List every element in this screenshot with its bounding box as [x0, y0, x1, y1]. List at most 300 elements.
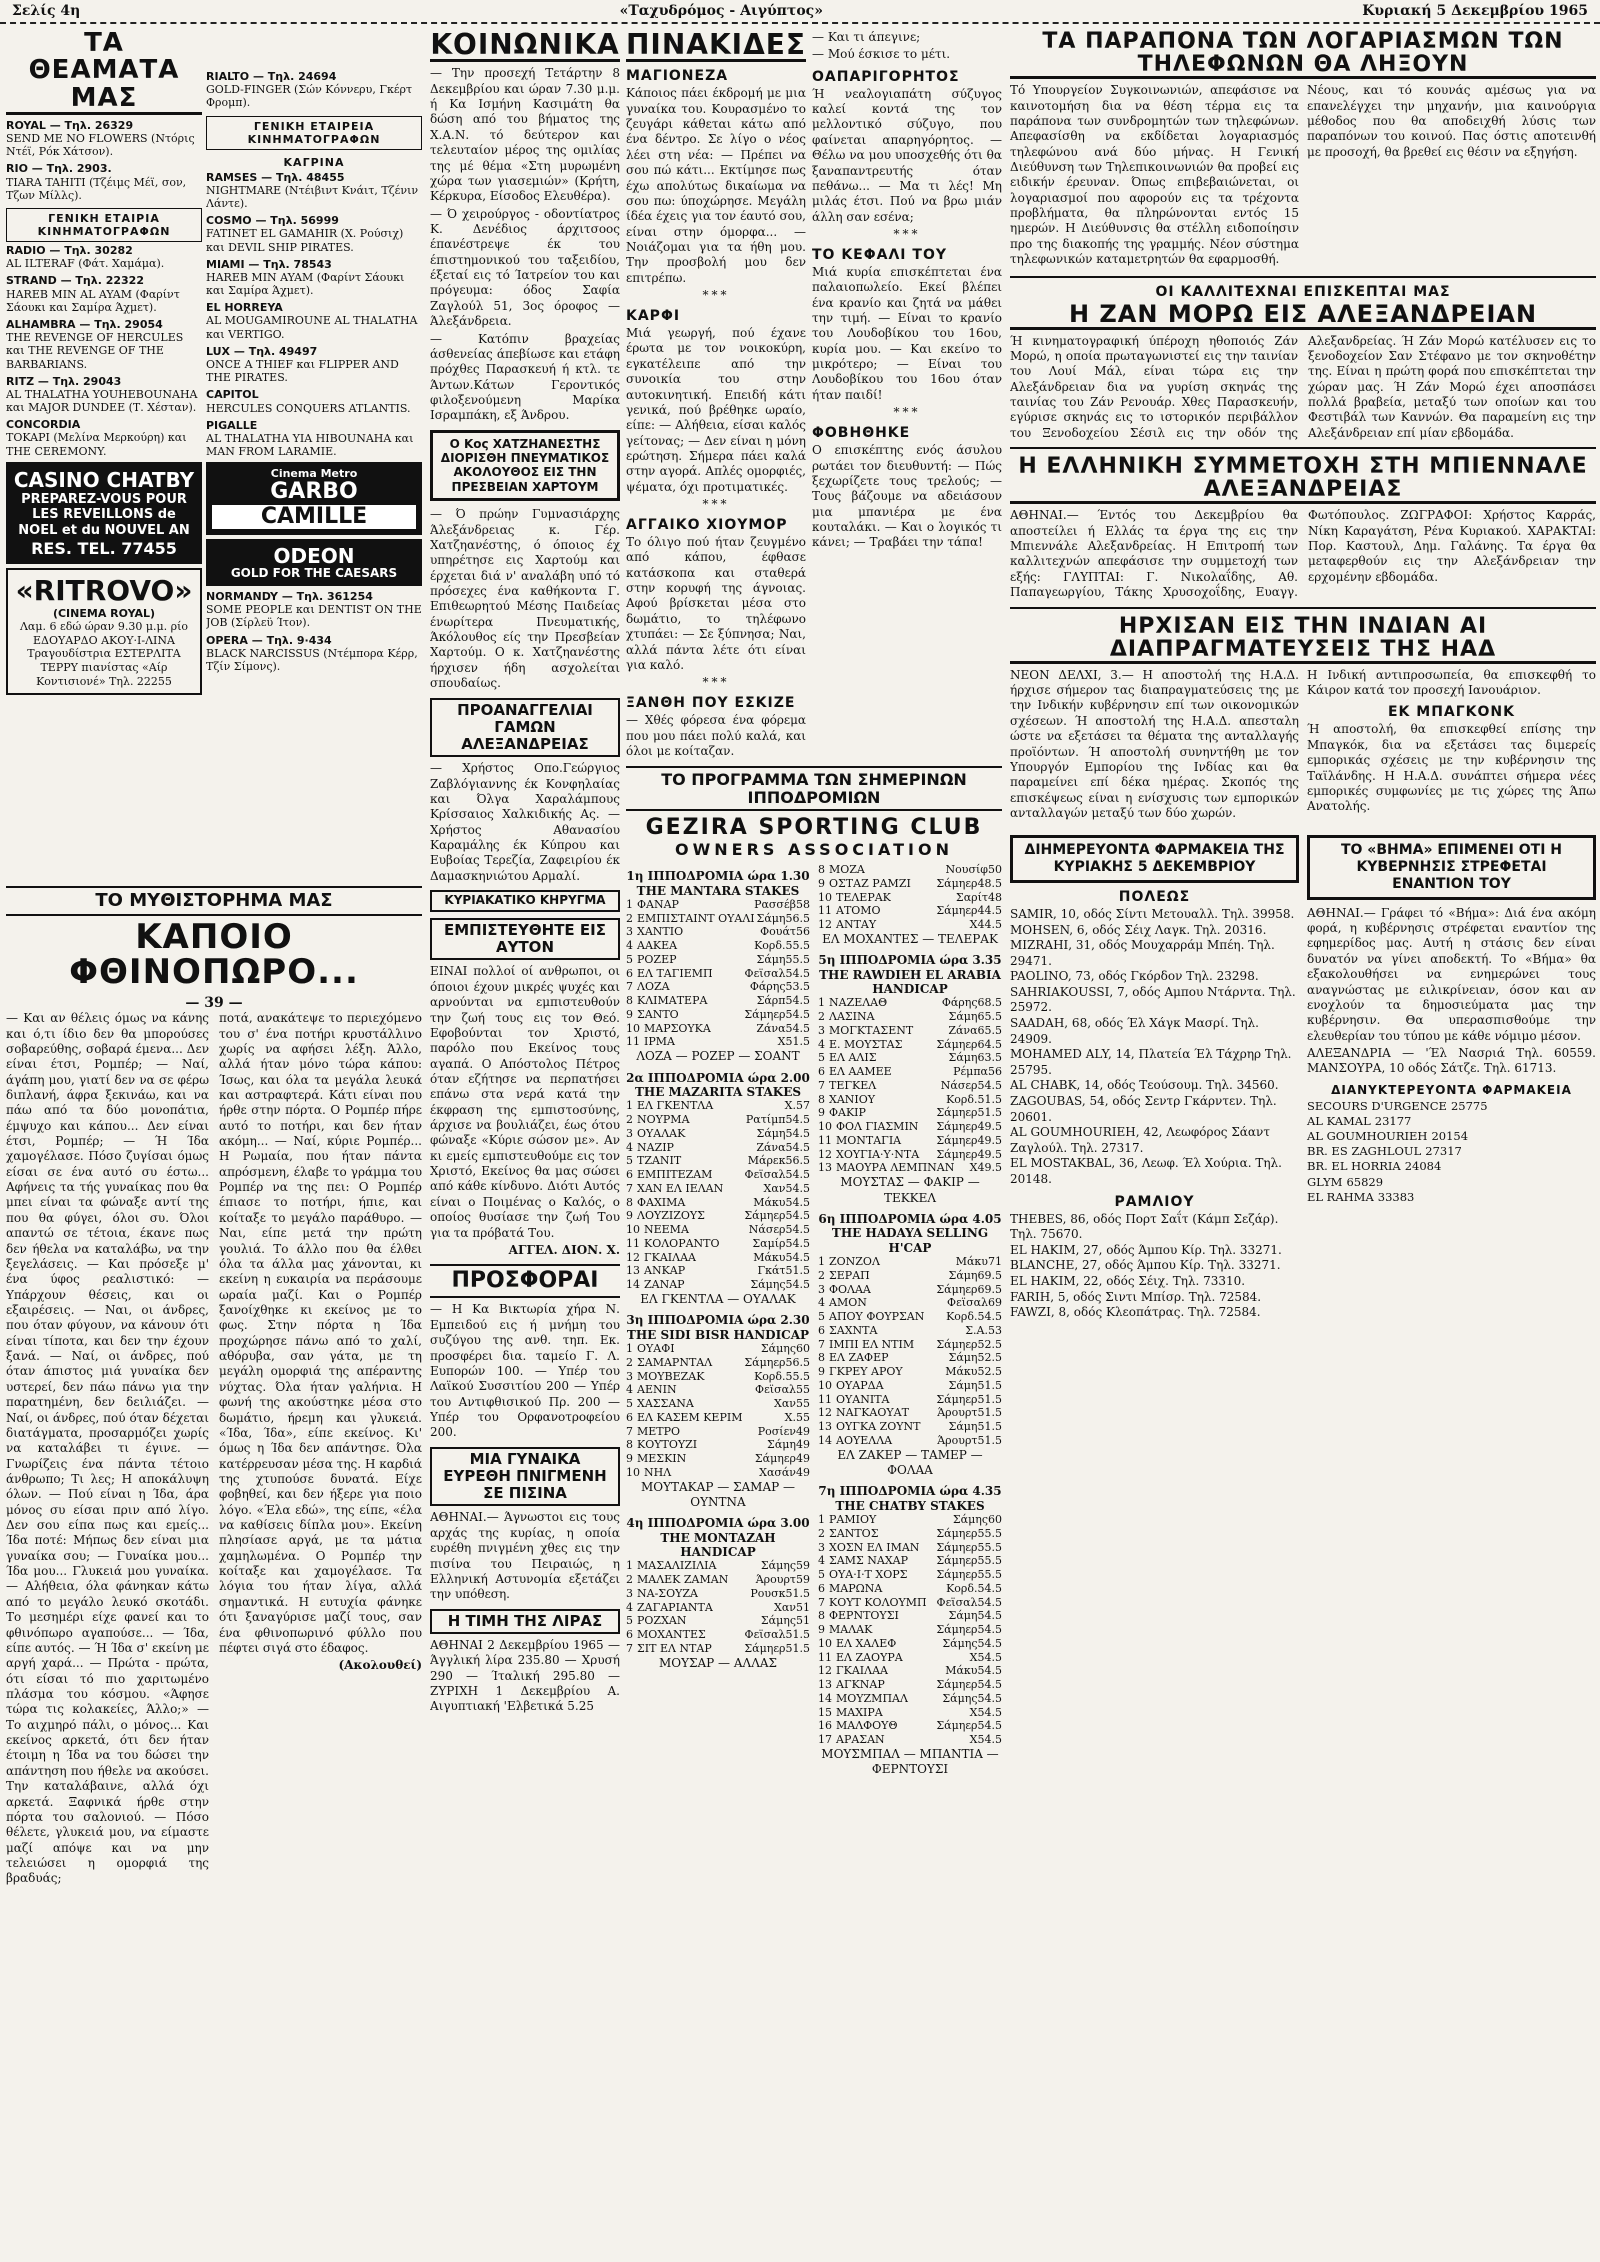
ritrovo-name: «RITROVO» [15, 573, 193, 607]
horse-row [626, 1182, 810, 1196]
horse-cell: 53 [988, 1323, 1002, 1337]
horse-row [626, 1452, 810, 1466]
horse-cell: ΧΟΣΝ ΕΛ ΙΜΑΝ [829, 1540, 920, 1554]
pharmacy-name: SECOURS D'URGENCE [1307, 1098, 1447, 1113]
horse-cell: Κορδ. [946, 1581, 978, 1595]
horse-row [818, 1637, 1002, 1651]
horse-cell: ΜΑΡΩΝΑ [829, 1581, 883, 1595]
race-pick: ΕΛ ΓΚΕΝΤΛΑ — ΟΥΑΛΑΚ [640, 1291, 796, 1306]
horse-cell: 5 [818, 1051, 825, 1065]
horse-row [626, 1411, 810, 1425]
horse-cell: ΑΡΑΣΑΝ [836, 1733, 885, 1747]
rialto-listing [206, 70, 422, 110]
horse-cell: Μάκυ [945, 1664, 978, 1678]
cinema-film: BLACK NARCISSUS (Ντέμπορα Κέρρ, Τζίν Σίμονς). [206, 646, 418, 673]
horse-cell: Σάμηερ [936, 1568, 978, 1582]
horse-cell: Ρέμπα [953, 1065, 988, 1079]
horse-cell: ΜΟΥΖΜΠΑΛ [836, 1691, 908, 1705]
odeon-ad [206, 539, 422, 586]
horse-cell: 14 [818, 1433, 832, 1447]
entertainment-column [6, 30, 202, 870]
horse-row [626, 1342, 810, 1356]
news-text: Νέους, και τό κουνάς αμέσως για να επανελέγχει την μηχανήν, μια καινούργια μέθοδος που θα αποδειχθή λύσις των παραπόνων του κοινού. Πας όστις αποτεινθή με προσοχή, θα βρεθεί εις θέσιν να εξηγήση. [1307, 83, 1596, 159]
cinema-film: GOLD-FINGER (Σών Κόννερυ, Γκέρτ Φρομπ). [206, 83, 413, 110]
novel-continued: (Ακολουθεί) [338, 1658, 422, 1673]
horse-cell: 6 [626, 1628, 633, 1642]
horse-cell: 7 [626, 1424, 633, 1438]
horse-cell: ΖΑΝΑΡ [644, 1278, 685, 1292]
news-column [1010, 30, 1596, 2255]
horse-cell: Σάμης [942, 1691, 978, 1705]
horse-cell: ΝΗΛ [644, 1465, 672, 1479]
horse-row [818, 1351, 1002, 1365]
horse-row [626, 1127, 810, 1141]
horse-cell: ΕΛ ΖΑΟΥΡΑ [836, 1650, 903, 1664]
horse-row [818, 1365, 1002, 1379]
horse-cell: 54.5 [977, 1636, 1002, 1650]
horse-cell: 51 [796, 1600, 810, 1614]
pharmacy-entry: EL HAKIM, 27, οδός Άμπου Κίρ. Τηλ. 33271. [1010, 1242, 1282, 1257]
horse-cell: 1 [818, 1255, 825, 1269]
horse-cell: 7 [818, 1595, 825, 1609]
horse-cell: 54.5 [977, 1581, 1002, 1595]
horse-cell: 51.5 [977, 1433, 1002, 1447]
horse-cell: Νουσίφ [945, 863, 988, 877]
horse-row [818, 918, 1002, 932]
horse-cell: ΙΡΜΑ [644, 1035, 675, 1049]
horse-cell: 54.5 [785, 1195, 810, 1209]
horse-cell: 55.5 [785, 952, 810, 966]
headline-box: ΠΡΟΣΦΟΡΑΙ [430, 1264, 620, 1298]
horse-cell: 55.5 [785, 1369, 810, 1383]
cinema-film: FATINET EL GAMAHIR (Χ. Ρούσιχ) και DEVIL SHIP PIRATES. [206, 227, 404, 254]
horse-cell: 6 [626, 1410, 633, 1424]
horse-cell: ΖΑΓΑΡΙΑΝΤΑ [637, 1600, 713, 1614]
horse-cell: Σάμη [767, 1438, 796, 1452]
newspaper-title: «Ταχυδρόμος - Αιγύπτος» [619, 3, 823, 19]
horse-cell: 7 [626, 1181, 633, 1195]
horse-cell: 51.5 [977, 1106, 1002, 1120]
horse-cell: 2 [626, 1113, 633, 1127]
horse-row [818, 1283, 1002, 1297]
horse-row [818, 1664, 1002, 1678]
horse-row [818, 1434, 1002, 1448]
horse-cell: 55.5 [977, 1554, 1002, 1568]
race-heading: 5η ΙΠΠΟΔΡΟΜΙΑ ώρα 3.35 THE RAWDIEH EL ARABIA HANDICAP [818, 953, 1002, 997]
social-news-5: — Χρήστος Οπο.Γεώργιος Ζαβλόγιαννης έκ Κονφηλαίας και Όλγα Χαραλάμπους Κρίσσαιος Χαλκιδικής Ας. — Χρήστος Αθανασίου Καραμάλης έκ Κύπρου και Ευβοίας Τερεζία, Ζαφειρίου έκ Δαμασκηνιώτου Αρμαλί. [430, 761, 620, 883]
vima-headline: ΤΟ «ΒΗΜΑ» ΕΠΙΜΕΝΕΙ ΟΤΙ Η ΚΥΒΕΡΝΗΣΙΣ ΣΤΡΕΦΕΤΑΙ ΕΝΑΝΤΙΟΝ ΤΟΥ [1307, 835, 1596, 899]
joke-line: — Και τι άπεγινε; [812, 30, 921, 44]
horse-cell: ΟΥΑΛΑΚ [637, 1126, 686, 1140]
horse-row [818, 904, 1002, 918]
horse-cell: 55.5 [977, 1540, 1002, 1554]
horse-cell: Σάμης [760, 1614, 796, 1628]
pharmacy-phone: 20154 [1431, 1129, 1469, 1144]
horse-cell: 3 [818, 1540, 825, 1554]
horse-row [626, 1466, 810, 1480]
horse-cell: Φεϊσαλ [755, 1383, 796, 1397]
horse-cell: 1 [818, 996, 825, 1010]
news-text: ΑΘΗΝΑΙ.— Γράφει τό «Βήμα»: Διά ένα ακόμη φορά, η κυβέρνησις στρέφεται εναντίον της εφημερίδος μας. Αυτή η στάσις δεν είναι δυνατόν να γίνει αποδεκτή. Το «Βήμα» θα εξακολουθήσει να ενημερώνει τους αναγνώστας με ειλικρίνειαν, όσον και αν ενοχλούν τα δημοσιεύματα μας την κυβέρνησιν. Θα υπερασπισθούμε την ελευθερίαν του τύπου με κάθε νόμιμο μέσον. [1307, 905, 1596, 1043]
casino-line1: PREPAREZ-VOUS POUR LES REVEILLONS de NOEL et du NOUVEL AN [18, 491, 190, 539]
horse-cell: 55 [796, 1410, 810, 1424]
horse-cell: 9 [818, 1365, 825, 1379]
horse-row [626, 925, 810, 939]
horse-cell: ΣΑΜΣ ΝΑΧΑΡ [829, 1554, 909, 1568]
horse-cell: ΑΠΟΥ ΦΟΥΡΣΑΝ [829, 1310, 925, 1324]
horse-cell: Φεϊσαλ [936, 1595, 978, 1609]
horse-cell: Μάκυ [753, 1250, 786, 1264]
horse-cell: 4 [818, 1037, 825, 1051]
horse-cell: Νάσερ [748, 1223, 786, 1237]
horse-cell: Χασάν [759, 1465, 796, 1479]
horse-cell: ΝΟΥΡΜΑ [637, 1113, 690, 1127]
horse-cell: Σάμη [948, 1378, 978, 1392]
horse-cell: ΕΛ ΤΑΓΙΕΜΠ [637, 966, 713, 980]
horse-cell: ΤΖΑΝΙΤ [637, 1154, 682, 1168]
news-subheading: ΕΚ ΜΠΑΓΚΟΝΚ [1387, 704, 1515, 721]
horse-cell: Ζάνα [948, 1023, 978, 1037]
horse-cell: 3 [626, 1369, 633, 1383]
horse-cell: Ροσίεν [757, 1424, 796, 1438]
horse-row [818, 1106, 1002, 1120]
horse-cell: Ζάνα [756, 1021, 786, 1035]
news-text: Τό Υπουργείον Συγκοινωνιών, απεφάσισε να καινοτομήση δια να θέση τέρμα εις τα παράπονα των συνδρομητών των τηλεφώνων. Απεφασίσθη να εκδίδεται λογαριασμός τηλεφώνου ανά δύο μήνας. Η Γενική Διεύθυνση των Τηλεπικοινωνιών θα προβεί εις ειδικήν έρευναν. Όπως επιβεβαιώνεται, οι λογαριασμοί που αφορούν εις τα τρέχοντα προβλήματα, θα πληρώνονται εντός 15 ημερών. Η Διεύθυνσις θα στέλλη ειδοποίησιν προ της διακοπής της γραμμής. Νέον σύστημα τηλεφωνικών καταμετρητών θα εφαρμοσθή. [1010, 83, 1299, 267]
horse-cell: Φεϊσαλ [744, 966, 786, 980]
horse-cell: Άρουρτ [937, 1433, 978, 1447]
horse-cell: 69.5 [977, 1282, 1002, 1296]
pharmacy-entry: MOHSEN, 6, οδός Σέιχ Λαγκ. Τηλ. 20316. [1010, 922, 1267, 937]
news-text: ΝΕΟΝ ΔΕΛΧΙ, 3.— Η αποστολή της Η.Α.Δ. ήρχισε σήμερον τας διαπραγματεύσεις της με την Ινδικήν κυβέρνησιν επί των οικονομικών σχέσεων. Ή αποστολή της Η.Α.Δ. απεσταλη ώστε να εξετάσει τα θέματα της ανταλλαγής προϊόντων. Ή αποστολή συνηντήθη με τον Υπουργόν Εμπορίου της Ινδίας και θα παραμείνει επί δέκα ημέρας. Σκοπός της επισκέψεως είναι η ενίσχυσις των εμπορικών ανταλλαγών μεταξύ των δύο χωρών. [1010, 667, 1299, 820]
horse-row [818, 1420, 1002, 1434]
horse-row [818, 1393, 1002, 1407]
pharmacy-row [1307, 1099, 1596, 1114]
horse-cell: ΜΑΟΥΡΑ ΛΕΜΠΝΑΝ [836, 1161, 955, 1175]
horse-cell: Σάμης [760, 1342, 796, 1355]
horse-cell: Χ [969, 1733, 978, 1747]
horse-cell: Ρουσκ [750, 1586, 786, 1600]
horse-cell: ΡΟΖΧΑΝ [637, 1614, 687, 1628]
horse-cell: 51.5 [977, 1092, 1002, 1106]
horse-cell: Σάμηερ [744, 1355, 786, 1369]
horse-row [818, 1678, 1002, 1692]
cinema-listing [206, 214, 422, 254]
horse-cell: ΟΥΑΦΙ [637, 1342, 675, 1355]
horse-cell: 59 [796, 1559, 810, 1573]
horse-row [818, 1568, 1002, 1582]
pharmacy-phone: 65829 [1346, 1174, 1384, 1189]
horse-cell: ΑΑΚΕΑ [637, 939, 678, 953]
horse-cell: 7 [818, 1337, 825, 1351]
horse-cell: 6 [818, 1065, 825, 1079]
headline-box: ΚΥΡΙΑΚΑΤΙΚΟ ΚΗΡΥΓΜΑ [430, 890, 620, 912]
horse-cell: 10 [626, 1021, 640, 1035]
horse-row [626, 1035, 810, 1049]
news-headline: Η ΖΑΝ ΜΟΡΩ ΕΙΣ ΑΛΕΞΑΝΔΡΕΙΑΝ [1010, 302, 1596, 330]
horse-cell: 65.5 [977, 1023, 1002, 1037]
horse-row [818, 996, 1002, 1010]
horse-cell: 7 [818, 1078, 825, 1092]
horse-cell: ΕΛ ΚΑΣΕΜ ΚΕΡΙΜ [637, 1410, 743, 1424]
pharmacy-name: AL GOUMHOURIEH [1307, 1129, 1428, 1144]
horse-row [818, 1692, 1002, 1706]
horse-cell: ΧΑΣΣΑΝΑ [637, 1397, 694, 1410]
club-name: GEZIRA SPORTING CLUB [645, 815, 983, 841]
horse-cell: ΣΑΝΤΟ [637, 1007, 679, 1021]
horse-cell: 49 [796, 1424, 810, 1438]
horse-row [626, 912, 810, 926]
horse-cell: Σάμη [756, 1126, 786, 1140]
pharmacy-entry: FAWZI, 8, οδός Κλεοπάτρας. Τηλ. 72584. [1010, 1305, 1261, 1320]
horse-cell: 8 [818, 863, 825, 877]
horse-cell: Μάκυ [955, 1255, 988, 1269]
horse-cell: ΑΝΤΑΥ [836, 918, 877, 932]
club-subtitle: OWNERS ASSOCIATION [675, 840, 953, 860]
horse-cell: 12 [818, 1406, 832, 1420]
horse-cell: Σαρίτ [955, 890, 988, 904]
pharmacy-name: EL RAHMA [1307, 1189, 1374, 1204]
horse-cell: ΜΑΡΣΟΥΚΑ [644, 1021, 711, 1035]
horse-cell: 11 [818, 1133, 832, 1147]
horse-cell: 9 [626, 1452, 633, 1465]
garbo-line2: CAMILLE [212, 505, 416, 529]
horse-cell: ΛΑΣΙΝΑ [829, 1010, 875, 1024]
horse-row [818, 1024, 1002, 1038]
horse-row [626, 1209, 810, 1223]
horse-cell: 54.5 [977, 1678, 1002, 1692]
horse-cell: ΣΑΝΤΟΣ [829, 1526, 879, 1540]
horse-cell: ΦΕΡΝΤΟΥΣΙ [829, 1609, 899, 1623]
headline-box: ΜΙΑ ΓΥΝΑΙΚΑ ΕΥΡΕΘΗ ΠΝΙΓΜΕΝΗ ΣΕ ΠΙΣΙΝΑ [430, 1447, 620, 1507]
issue-date: Κυριακή 5 Δεκεμβρίου 1965 [1362, 3, 1588, 19]
company-heading: ΓΕΝΙΚΗ ΕΤΑΙΡΙΑ ΚΙΝΗΜΑΤΟΓΡΑΦΩΝ [6, 208, 202, 242]
horse-cell: Σάρπ [756, 994, 786, 1008]
cinema-name: NORMANDY — Τηλ. 361254 [206, 589, 373, 603]
horse-cell: 54.5 [785, 1168, 810, 1182]
news-text: Ή κινηματογραφική ύπέροχη ηθοποιός Ζάν Μορώ, η οποία πρωταγωνιστεί εις την ταινίαν του Λουί Μάλ, είναι τώρα εις την Αλεξάνδρειαν δια να γυρίση σκηνάς της ταινίας του Ζάν Ρενουάρ. Χθες Παρασκευήν, εγύρισε σκηνάς εις το ιστορικόν περιβάλλον του Ξενοδοχείου Σέσιλ εις την οδόν της Αλεξανδρείας. Ή Ζάν Μορώ κατέλυσεν εις το ξενοδοχείον Σαν Στέφανο με τον σκηνοθέτην της. Είναι η πρώτη φορά που επισκέπτεται την χώραν μας. Ή Ζάν Μορώ έχει αποσπάσει πολλά βραβεία, μεταξύ των οποίων και του Φεστιβάλ των Καννών. Θα παραμείνη εις την Αλεξάνδρειαν επί μίαν εβδομάδα. [1010, 333, 1596, 440]
horse-cell: ΙΜΠΙ ΕΛ ΝΤΙΜ [829, 1337, 915, 1351]
pharmacy-row [1307, 1114, 1596, 1129]
horse-cell: ΜΟΥΒΕΖΑΚ [637, 1369, 705, 1383]
horse-cell: Σάμης [952, 1513, 988, 1527]
cinema-listing [6, 318, 202, 371]
horse-cell: Χαν [774, 1600, 796, 1614]
social-news-4: — Ό πρώην Γυμνασιάρχης Άλεξάνδρειας κ. Γέρ. Χατζηανέστης, ό όποιος έχ υπηρέτησε εις Χαρτούμ και έρχεται διά ν' αναλάβη υπό τό πρόσεχες ένα καθήκοντα Γ. Επιθεωρητού Μέσης Παιδείας ένωρίτερα Πνευματικής, Άκόλουθος είς την Πρεσβείαν Χαρτούμ. Ο κ. Χατζηανέστης ήρχισεν ήδη ασχολείται σπουδαίως. [430, 507, 620, 691]
horse-cell: ΜΕΣΚΙΝ [637, 1452, 687, 1465]
pharmacy-row [1307, 1159, 1596, 1174]
horse-cell: Μάκυ [753, 1195, 786, 1209]
horse-row [818, 1338, 1002, 1352]
horse-row [626, 1601, 810, 1615]
cinema-film: SEND ME NO FLOWERS (Ντόρις Ντέϊ, Ρόκ Χάτσον). [6, 132, 195, 159]
horse-cell: ΦΑΝΑΡ [637, 897, 679, 911]
horse-cell: 51.5 [785, 1035, 810, 1049]
horse-cell: 5 [626, 1614, 633, 1628]
horse-row [626, 967, 810, 981]
horse-row [818, 1513, 1002, 1527]
horse-cell: 55 [796, 1383, 810, 1397]
horse-cell: 1 [626, 1559, 633, 1573]
joke-heading: ΜΑΓΙΟΝΕΖΑ [626, 68, 729, 85]
horse-cell: 54.5 [785, 1007, 810, 1021]
horse-cell: 56.5 [785, 911, 810, 925]
horse-cell: 1 [626, 897, 633, 911]
horse-cell: ΦΑΚΙΡ [829, 1106, 866, 1120]
pharmacy-entry: BLANCHE, 27, οδός Άμπου Κίρ. Τηλ. 33271. [1010, 1258, 1281, 1273]
news-text: ΑΛΕΞΑΝΔΡΙΑ — 'Έλ Νασριά Τηλ. 60559. ΜΑΝΣΟΥΡΑ, 10 οδός Σάτζε. Τηλ. 61713. [1307, 1045, 1596, 1076]
horse-cell: ΧΟΥΓΙΑ·Υ·ΝΤΑ [836, 1147, 920, 1161]
horse-cell: ΜΕΤΡΟ [637, 1424, 681, 1438]
horse-row [818, 1161, 1002, 1175]
signs-column-2 [812, 30, 1002, 750]
horse-cell: ΝΑ-ΣΟΥΖΑ [637, 1586, 698, 1600]
cinema-name: OPERA — Τηλ. 9·434 [206, 633, 332, 647]
horse-cell: 51.5 [977, 1378, 1002, 1392]
horse-cell: 9 [818, 1623, 825, 1637]
horse-cell: 10 [626, 1223, 640, 1237]
joke-heading: ΤΟ ΚΕΦΑΛΙ ΤΟΥ [812, 246, 947, 263]
horse-cell: 55.5 [785, 939, 810, 953]
horse-cell: 5 [818, 1310, 825, 1324]
horse-cell: Κορδ. [946, 1092, 978, 1106]
horse-row [626, 1223, 810, 1237]
horse-cell: 2 [626, 911, 633, 925]
pharmacy-entry: AL GOUMHOURIEH, 42, Λεωφόρος Σάαντ Ζαγλούλ. Τηλ. 27317. [1010, 1125, 1270, 1155]
horse-row [818, 1733, 1002, 1747]
horse-row [818, 1406, 1002, 1420]
horse-cell: 56 [988, 1065, 1002, 1079]
horse-cell: ΚΟΛΟΡΑΝΤΟ [644, 1236, 720, 1250]
race-pick: ΜΟΥΣΜΠΑΛ — ΜΠΑΝΤΙΑ — ΦΕΡΝΤΟΥΣΙ [821, 1746, 999, 1777]
joke-heading: ΦΟΒΗΘΗΚΕ [812, 425, 911, 442]
horse-cell: Σάμης [942, 1636, 978, 1650]
separator: *** [702, 288, 730, 303]
cinema-name: STRAND — Τηλ. 22322 [6, 274, 144, 288]
horse-cell: Χ. [784, 1099, 796, 1113]
horse-cell: Σάμηερ [936, 904, 978, 918]
garbo-line1: GARBO [270, 479, 358, 505]
horse-cell: ΚΟΥΤΟΥΖΙ [637, 1438, 698, 1452]
horse-row [818, 863, 1002, 877]
horse-cell: ΚΟΥΤ ΚΟΛΟΥΜΠ [829, 1595, 927, 1609]
horse-cell: ΟΥΑ·Ι·Τ ΧΟΡΣ [829, 1568, 908, 1582]
cinema-film: THE REVENGE OF HERCULES και THE REVENGE OF THE BARBARIANS. [6, 331, 184, 371]
social-news-3: — Κατόπιν βραχείας άσθενείας άπεβίωσε και ετάφη πρόχθες Παρασκευή ή κτλ. τε Άντων.Κάτων Γεροντικός φιλοξενούμενη Μαρίκα Ισραμπάκη, εξ Άνδρου. [430, 331, 620, 423]
section-title: ΚΟΙΝΩΝΙΚΑ [430, 30, 620, 61]
garbo-tag: Cinema Metro [270, 467, 358, 481]
horse-row [626, 1573, 810, 1587]
horse-cell: 13 [818, 1678, 832, 1692]
cinema-name: RAMSES — Τηλ. 48455 [206, 170, 345, 184]
horse-cell: 13 [818, 1420, 832, 1434]
horse-cell: 54.5 [785, 1278, 810, 1292]
horse-row [626, 1628, 810, 1642]
pharmacy-row [1307, 1129, 1596, 1144]
joke-text: Το όλιγο πού ήταν ζευγμένο από κάπου, έφθασε κατάσκοπα και σταθερά στην κορυφή της άγνοιας. Αφού βρίσκεται μέσα στο δωμάτιο, το τηλέφωνο χτυπάει: — Σε ξύπνησα; Ναι, αλλά πάντα λέτε ότι είναι για καλό. [626, 535, 806, 672]
horse-row [626, 1099, 810, 1113]
horse-cell: ΣΑΜΑΡΝΤΑΛ [637, 1355, 713, 1369]
news-text: ΑΘΗΝΑΙ.— Άγνωστοι εις τους αρχάς της κυρίας, η οποία ευρέθη πνιγμένη χθες εις την πισίνα του Πειραιώς, η Ελληνική Αστυνομία εξετάζει την υπόθεση. [430, 1510, 620, 1602]
ritrovo-text: Λαμ. 6 εδώ ώραν 9.30 μ.μ. ρίο ΕΔΟΥΑΡΔΟ ΑΚΟΥ·Ι-ΛΙΝΑ Τραγουδίστρια ΕΣΤΕΡΛΙΤΑ ΤΕΡΡΥ πιανίστας «Αίρ Κοντισιονέ» Τηλ. 22255 [19, 619, 189, 688]
horse-row [626, 1614, 810, 1628]
horse-cell: Σάμη [948, 1351, 978, 1365]
separator: *** [893, 226, 921, 241]
casino-line2: RES. TEL. 77455 [31, 538, 177, 558]
social-news-2: — Ό χειρούργος - οδοντίατρος Κ. Δενέδιος άρχιτσοος έπανέστρεψε έκ του έπιστημονικού του ταξειδίου, έξεταί εις τό Ίατρείον του και πρόγευμα: όδος Σαφία Ζαγλούλ 51, 3ος όροφος — Άλεξάνδρεια. [430, 206, 620, 329]
horse-cell: Χ [969, 918, 978, 932]
horse-cell: Μάκυ [945, 1365, 978, 1379]
horse-cell: Σάμη [756, 911, 786, 925]
horse-cell: 65.5 [977, 1010, 1002, 1024]
headline-box: ΕΜΠΙΣΤΕΥΘΗΤΕ ΕΙΣ ΑΥΤΟΝ [430, 918, 620, 961]
horse-cell: 54.5 [977, 1664, 1002, 1678]
chapter-number: — 39 — [185, 995, 243, 1012]
horse-cell: 56.5 [785, 1154, 810, 1168]
horse-cell: Σάμη [948, 1609, 978, 1623]
horse-row [818, 1527, 1002, 1541]
horse-cell: Ε. ΜΟΥΣΤΑΣ [829, 1037, 903, 1051]
horse-row [818, 1269, 1002, 1283]
horse-cell: 4 [626, 1383, 633, 1397]
horse-cell: 54.5 [977, 1595, 1002, 1609]
horse-cell: ΛΟΥΖΙΖΟΥΣ [637, 1209, 705, 1223]
horse-cell: 49.5 [977, 1161, 1002, 1175]
horse-cell: ΓΚΡΕΥ ΑΡΟΥ [829, 1365, 903, 1379]
horse-cell: Σάμηερ [744, 1641, 786, 1655]
horse-cell: 54.5 [785, 966, 810, 980]
horse-cell: 3 [626, 1586, 633, 1600]
horse-cell: Σάμηερ [936, 1678, 978, 1692]
currency-text: ΑΘΗΝΑΙ 2 Δεκεμβρίου 1965 — Άγγλική λίρα 235.80 — Χρυσή 290 — Ίταλική 295.80 — ΖΥΡΙΧΗ 1 Δεκεμβρίου Α. Αιγυπτιακή 'Ελβετικά 5.25 [430, 1637, 620, 1714]
horse-cell: 54.5 [977, 1719, 1002, 1733]
horse-cell: ΟΥΓΚΑ ΖΟΥΝΤ [836, 1420, 921, 1434]
horse-cell: 54.5 [977, 1705, 1002, 1719]
joke-text: Ο επισκέπτης ενός άσυλου ρωτάει τον διευθυντή: — Πώς ξεχωρίζετε τους τρελούς; — Τους βάζουμε να αδειάσουν μια μπανιέρα με ένα κουταλάκι. — Και ο λογικός τι κάνει; — Τραβάει την τάπα! [812, 443, 1002, 550]
horse-cell: Ζάνα [756, 1140, 786, 1154]
horse-row [626, 1559, 810, 1573]
horse-cell: Σάμηερ [936, 1106, 978, 1120]
horse-cell: 2 [818, 1526, 825, 1540]
horse-cell: Σάμηερ [936, 1540, 978, 1554]
horse-cell: Φεϊσαλ [744, 1168, 786, 1182]
horse-cell: 6 [626, 966, 633, 980]
garbo-ad [206, 462, 422, 534]
pharmacy-entry: FARIH, 5, οδός Σιντι Μπίσρ. Τηλ. 72584. [1010, 1289, 1262, 1304]
horse-cell: ΑΟΥΕΛΛΑ [836, 1433, 893, 1447]
horse-cell: 54.5 [977, 1623, 1002, 1637]
horse-cell: ΛΟΖΑ [637, 980, 670, 994]
horse-row [626, 1251, 810, 1265]
casino-name: CASINO CHATBY [13, 467, 195, 492]
horse-cell: 54.5 [785, 1236, 810, 1250]
joke-text: Μιά γεωργή, πού έχανε έρωτα με τον νοικοκύρη, εγκατέλειπε από την συνοικία του στην αυτοκινητική. Επειδή κάτι γενικά, πού βρέθηκε ωραίο, είπε: — Αλήθεια, είσαι καλός γείτονας; — Δεν είναι η μόνη ερώτηση. Σήμερα πάει καλά στην αγορά. Απλές ομορφιές, ψέματα, όχι προτιματικές. [626, 326, 806, 494]
horse-cell: 10 [818, 1378, 832, 1392]
horse-cell: 48 [988, 890, 1002, 904]
horse-cell: Σάμης [750, 1278, 786, 1292]
horse-cell: ΣΙΤ ΕΛ ΝΤΑΡ [637, 1641, 712, 1655]
cinema-listing [206, 171, 422, 211]
horse-cell: ΑΜΟΝ [829, 1296, 867, 1310]
horse-cell: 3 [818, 1023, 825, 1037]
horse-cell: Σάμηερ [936, 1133, 978, 1147]
separator: *** [702, 675, 730, 690]
horse-cell: 57 [796, 1099, 810, 1113]
horse-cell: 54.5 [785, 1250, 810, 1264]
cinema-name: MIAMI — Τηλ. 78543 [206, 257, 332, 271]
horse-cell: 44.5 [977, 918, 1002, 932]
page-number: Σελίς 4η [12, 3, 81, 19]
cinema-listing [6, 244, 202, 270]
